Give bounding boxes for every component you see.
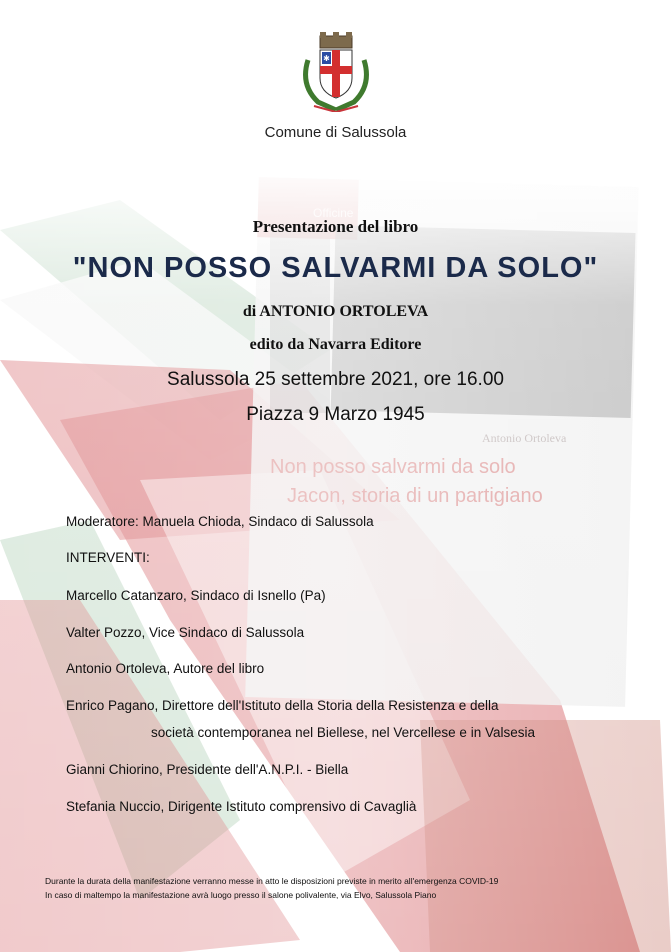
- footer-notes: [45, 874, 498, 902]
- speaker-line: Marcello Catanzaro, Sindaco di Isnello (Pa): [66, 588, 326, 603]
- moderator-line: Moderatore: Manuela Chioda, Sindaco di Salussola: [66, 514, 374, 529]
- speaker-line-continued: società contemporanea nel Biellese, nel Vercellese e in Valsesia: [151, 725, 535, 740]
- speaker-line: Antonio Ortoleva, Autore del libro: [66, 661, 265, 676]
- municipality-name: Comune di Salussola: [264, 124, 407, 141]
- presentation-intro: Presentazione del libro: [252, 217, 419, 236]
- event-place: Piazza 9 Marzo 1945: [246, 404, 425, 425]
- speaker-line: Enrico Pagano, Direttore dell'Istituto della Storia della Resistenza e della: [66, 698, 499, 713]
- book-publisher: edito da Navarra Editore: [249, 336, 422, 353]
- speaker-line: Stefania Nuccio, Dirigente Istituto comprensivo di Cavaglià: [66, 799, 417, 814]
- municipal-crest-icon: [298, 30, 374, 112]
- speaker-line: Gianni Chiorino, Presidente dell'A.N.P.I. - Biella: [66, 762, 349, 777]
- bad-weather-note: In caso di maltempo la manifestazione avrà luogo presso il salone polivalente, via Elvo, Salussola Piano: [45, 890, 437, 900]
- svg-text:✱: ✱: [323, 54, 330, 63]
- covid-note: Durante la durata della manifestazione verranno messe in atto le disposizioni previste in merito all'emergenza COVID-19: [45, 876, 499, 886]
- interventi-label: INTERVENTI:: [66, 550, 150, 565]
- book-author: di ANTONIO ORTOLEVA: [242, 303, 429, 320]
- book-title: "NON POSSO SALVARMI DA SOLO": [72, 252, 599, 284]
- event-datetime: Salussola 25 settembre 2021, ore 16.00: [167, 369, 504, 390]
- speaker-line: Valter Pozzo, Vice Sindaco di Salussola: [66, 625, 305, 640]
